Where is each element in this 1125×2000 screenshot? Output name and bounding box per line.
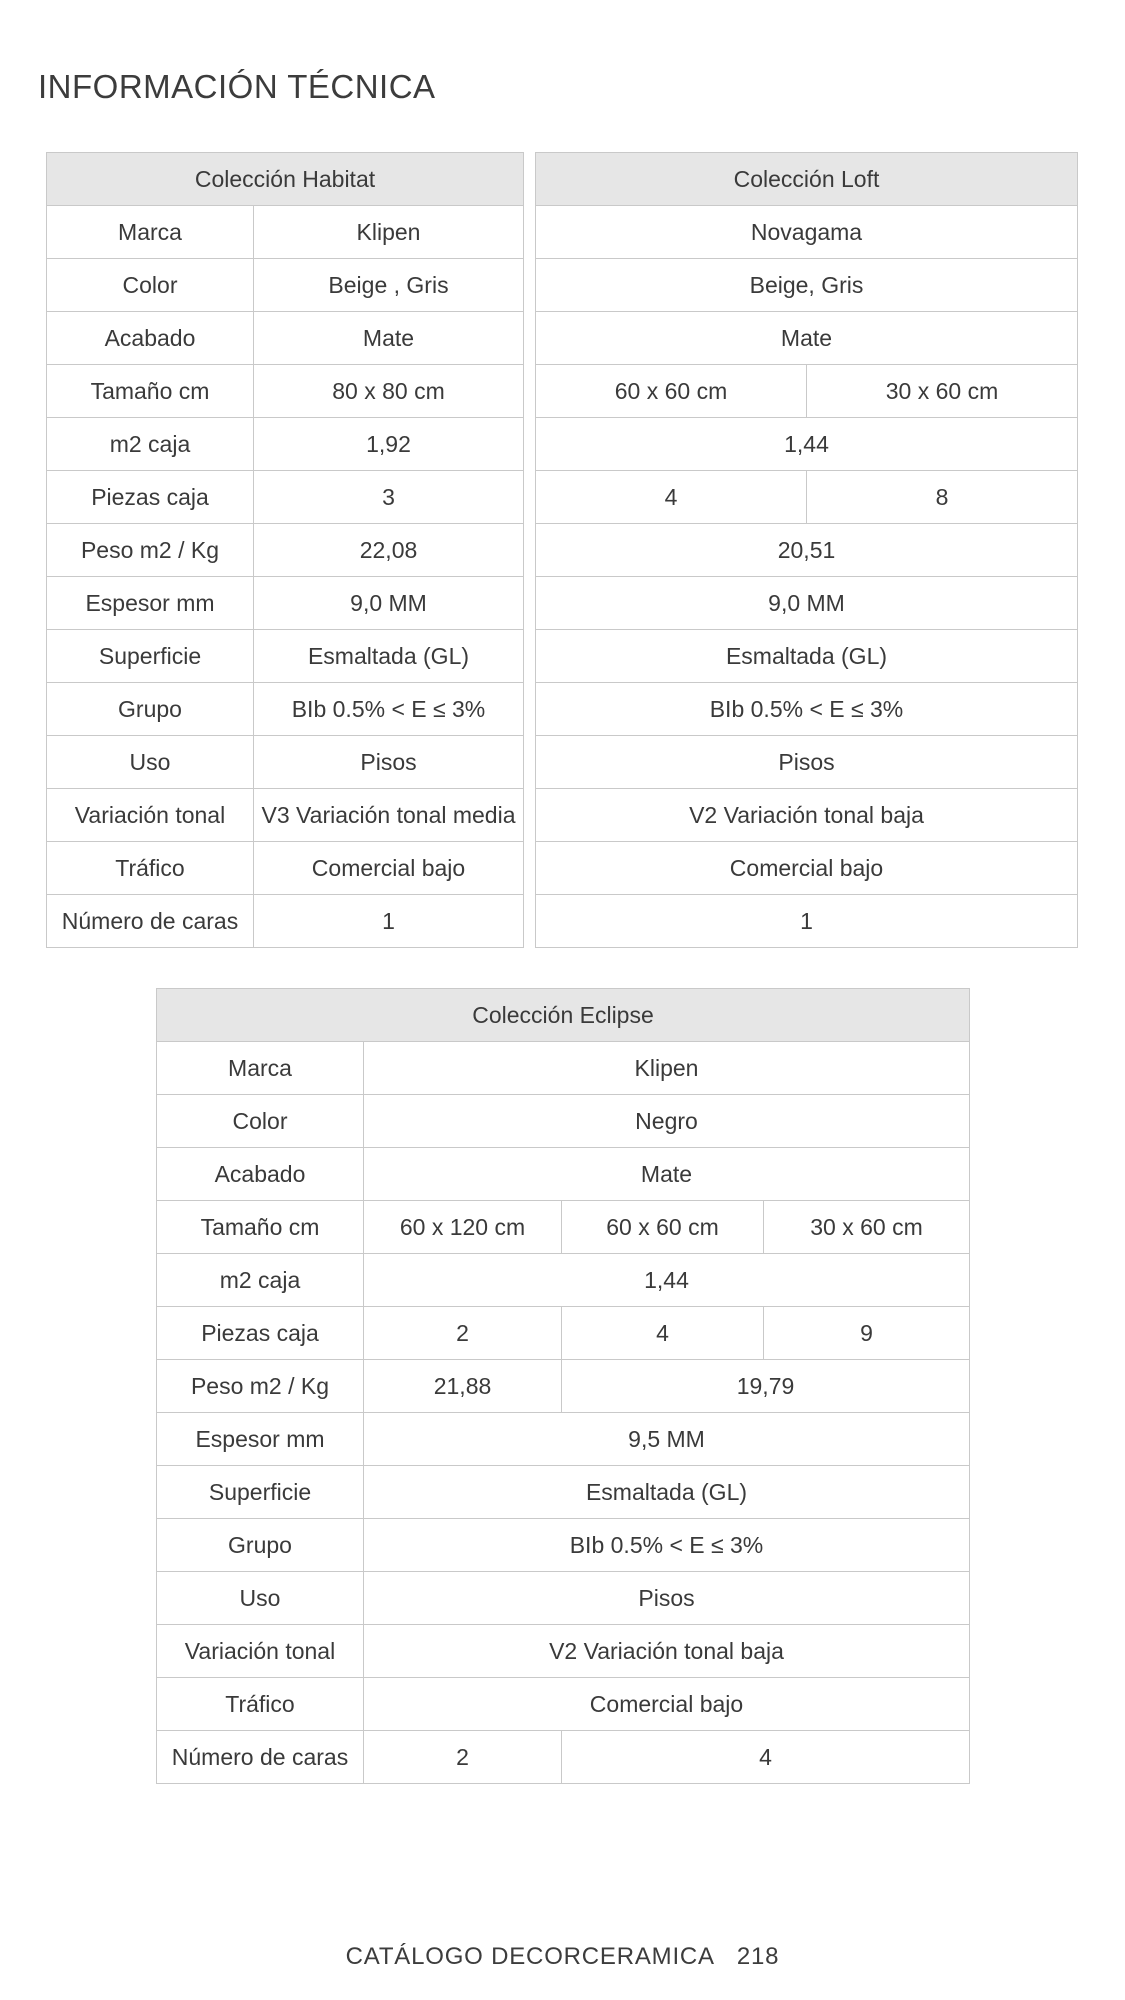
row-value: 22,08 <box>254 524 524 577</box>
table-row <box>47 418 524 471</box>
row-value: 9,0 MM <box>254 577 524 630</box>
loft-uso: Pisos <box>536 736 1078 789</box>
eclipse-peso: 19,79 <box>562 1360 970 1413</box>
loft-caras: 1 <box>536 895 1078 948</box>
row-label: Espesor mm <box>47 577 254 630</box>
row-value: 80 x 80 cm <box>254 365 524 418</box>
table-row <box>536 471 1078 524</box>
table-row <box>47 577 524 630</box>
eclipse-color: Negro <box>364 1095 970 1148</box>
table-row <box>536 418 1078 471</box>
loft-trafico: Comercial bajo <box>536 842 1078 895</box>
loft-title: Colección Loft <box>536 153 1078 206</box>
row-label: Peso m2 / Kg <box>47 524 254 577</box>
row-label: Número de caras <box>157 1731 364 1784</box>
row-value: BIb 0.5% < E ≤ 3% <box>254 683 524 736</box>
table-row <box>536 365 1078 418</box>
row-label: Tamaño cm <box>157 1201 364 1254</box>
row-label: Tamaño cm <box>47 365 254 418</box>
habitat-table <box>46 152 524 948</box>
row-label: Variación tonal <box>157 1625 364 1678</box>
row-label: Piezas caja <box>47 471 254 524</box>
eclipse-peso: 21,88 <box>364 1360 562 1413</box>
eclipse-caras: 2 <box>364 1731 562 1784</box>
table-header-row <box>47 153 524 206</box>
table-row <box>157 1572 970 1625</box>
eclipse-piezas: 9 <box>764 1307 970 1360</box>
loft-grupo: BIb 0.5% < E ≤ 3% <box>536 683 1078 736</box>
table-row <box>47 683 524 736</box>
loft-color: Beige, Gris <box>536 259 1078 312</box>
row-label: Peso m2 / Kg <box>157 1360 364 1413</box>
eclipse-table <box>156 988 970 1784</box>
table-row <box>157 1625 970 1678</box>
table-row <box>536 895 1078 948</box>
table-row <box>536 630 1078 683</box>
loft-table <box>535 152 1078 948</box>
eclipse-superficie: Esmaltada (GL) <box>364 1466 970 1519</box>
loft-piezas: 4 <box>536 471 807 524</box>
table-header-row <box>157 989 970 1042</box>
table-row <box>47 842 524 895</box>
habitat-title: Colección Habitat <box>47 153 524 206</box>
eclipse-piezas: 2 <box>364 1307 562 1360</box>
row-label: Superficie <box>47 630 254 683</box>
row-label: Superficie <box>157 1466 364 1519</box>
row-value: 1 <box>254 895 524 948</box>
eclipse-caras: 4 <box>562 1731 970 1784</box>
loft-piezas: 8 <box>807 471 1078 524</box>
table-row <box>536 683 1078 736</box>
loft-peso: 20,51 <box>536 524 1078 577</box>
row-value: 3 <box>254 471 524 524</box>
table-row <box>47 789 524 842</box>
eclipse-espesor: 9,5 MM <box>364 1413 970 1466</box>
eclipse-marca: Klipen <box>364 1042 970 1095</box>
row-label: Color <box>157 1095 364 1148</box>
table-row <box>47 630 524 683</box>
table-row <box>157 1413 970 1466</box>
table-row <box>157 1307 970 1360</box>
eclipse-grupo: BIb 0.5% < E ≤ 3% <box>364 1519 970 1572</box>
row-label: m2 caja <box>47 418 254 471</box>
table-row <box>157 1360 970 1413</box>
eclipse-piezas: 4 <box>562 1307 764 1360</box>
loft-variacion: V2 Variación tonal baja <box>536 789 1078 842</box>
row-value: 1,92 <box>254 418 524 471</box>
row-label: Grupo <box>157 1519 364 1572</box>
row-label: Tráfico <box>47 842 254 895</box>
table-row <box>157 1519 970 1572</box>
table-row <box>536 206 1078 259</box>
table-row <box>47 524 524 577</box>
table-row <box>47 895 524 948</box>
loft-espesor: 9,0 MM <box>536 577 1078 630</box>
eclipse-tamano: 60 x 60 cm <box>562 1201 764 1254</box>
table-row <box>47 259 524 312</box>
row-label: Marca <box>157 1042 364 1095</box>
loft-tamano: 60 x 60 cm <box>536 365 807 418</box>
eclipse-acabado: Mate <box>364 1148 970 1201</box>
table-row <box>157 1678 970 1731</box>
eclipse-uso: Pisos <box>364 1572 970 1625</box>
table-row <box>157 1201 970 1254</box>
row-label: m2 caja <box>157 1254 364 1307</box>
row-value: Beige , Gris <box>254 259 524 312</box>
row-label: Uso <box>157 1572 364 1625</box>
table-row <box>47 471 524 524</box>
row-value: V3 Variación tonal media <box>254 789 524 842</box>
table-row <box>536 524 1078 577</box>
row-label: Piezas caja <box>157 1307 364 1360</box>
table-row <box>47 736 524 789</box>
row-label: Grupo <box>47 683 254 736</box>
footer-catalog-name: CATÁLOGO DECORCERAMICA <box>345 1943 715 1970</box>
row-value: Pisos <box>254 736 524 789</box>
row-label: Acabado <box>157 1148 364 1201</box>
row-value: Comercial bajo <box>254 842 524 895</box>
row-label: Marca <box>47 206 254 259</box>
loft-superficie: Esmaltada (GL) <box>536 630 1078 683</box>
table-row <box>536 736 1078 789</box>
row-label: Número de caras <box>47 895 254 948</box>
table-row <box>157 1042 970 1095</box>
table-row <box>47 206 524 259</box>
row-label: Variación tonal <box>47 789 254 842</box>
row-label: Acabado <box>47 312 254 365</box>
row-label: Uso <box>47 736 254 789</box>
table-row <box>157 1466 970 1519</box>
table-row <box>157 1254 970 1307</box>
eclipse-tamano: 30 x 60 cm <box>764 1201 970 1254</box>
table-row <box>536 789 1078 842</box>
row-value: Klipen <box>254 206 524 259</box>
row-label: Tráfico <box>157 1678 364 1731</box>
table-row <box>536 842 1078 895</box>
table-row <box>157 1095 970 1148</box>
page-footer <box>0 1943 1125 1971</box>
loft-acabado: Mate <box>536 312 1078 365</box>
eclipse-trafico: Comercial bajo <box>364 1678 970 1731</box>
row-label: Espesor mm <box>157 1413 364 1466</box>
loft-m2-caja: 1,44 <box>536 418 1078 471</box>
row-label: Color <box>47 259 254 312</box>
eclipse-m2-caja: 1,44 <box>364 1254 970 1307</box>
table-row <box>536 259 1078 312</box>
table-row <box>536 312 1078 365</box>
eclipse-tamano: 60 x 120 cm <box>364 1201 562 1254</box>
eclipse-title: Colección Eclipse <box>157 989 970 1042</box>
table-row <box>536 577 1078 630</box>
row-value: Mate <box>254 312 524 365</box>
table-header-row <box>536 153 1078 206</box>
page-number: 218 <box>736 1943 780 1970</box>
table-row <box>47 312 524 365</box>
page-title: INFORMACIÓN TÉCNICA <box>38 68 436 105</box>
loft-marca: Novagama <box>536 206 1078 259</box>
table-row <box>157 1731 970 1784</box>
eclipse-variacion: V2 Variación tonal baja <box>364 1625 970 1678</box>
row-value: Esmaltada (GL) <box>254 630 524 683</box>
loft-tamano: 30 x 60 cm <box>807 365 1078 418</box>
table-row <box>47 365 524 418</box>
table-row <box>157 1148 970 1201</box>
